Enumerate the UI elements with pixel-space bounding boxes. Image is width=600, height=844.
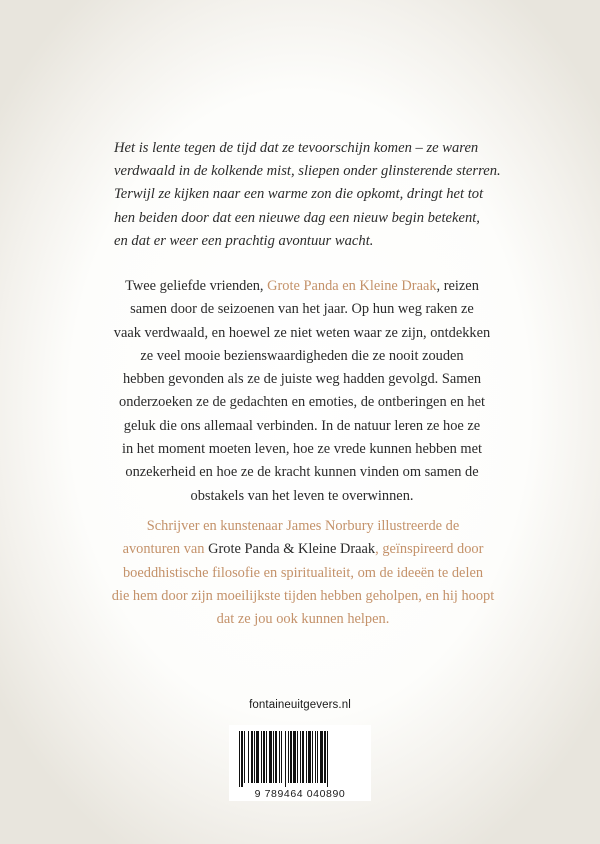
- barcode-bar: [324, 731, 326, 783]
- synopsis-line: obstakels van het leven te overwinnen.: [190, 487, 414, 504]
- barcode-bar: [308, 731, 311, 783]
- intro-line: verdwaald in de kolkende mist, sliepen onder glinsterende sterren.: [114, 163, 501, 180]
- barcode-bar: [315, 731, 316, 783]
- barcode-bar: [256, 731, 259, 783]
- barcode-bar: [269, 731, 272, 783]
- author-line: dat ze jou ook kunnen helpen.: [216, 611, 390, 628]
- synopsis-line: ze veel mooie bezienswaardigheden die ze nooit zouden: [140, 347, 464, 364]
- highlighted-title: Grote Panda en Kleine Draak: [267, 278, 437, 294]
- barcode-bar: [300, 731, 301, 783]
- isbn-number: 9 789464 040890: [254, 788, 346, 800]
- synopsis-line: onzekerheid en hoe ze de kracht kunnen vinden om samen de: [125, 464, 479, 481]
- author-text: avonturen van: [122, 541, 209, 558]
- barcode-bar: [279, 731, 280, 783]
- synopsis-line: vaak verdwaald, en hoewel ze niet weten waar ze zijn, ontdekken: [113, 324, 491, 341]
- barcode-bar: [266, 731, 267, 783]
- synopsis-line: hebben gevonden als ze de juiste weg hadden gevolgd. Samen: [122, 371, 482, 388]
- isbn-barcode: [229, 725, 371, 801]
- barcode-bar: [281, 731, 282, 783]
- barcode-bar: [251, 731, 253, 783]
- author-text: , geïnspireerd door: [375, 541, 484, 558]
- barcode-bar: [275, 731, 277, 783]
- barcode-bars: [239, 731, 328, 787]
- author-line: [108, 538, 498, 561]
- synopsis-line: onderzoeken ze de gedachten en emoties, de ontberingen en het: [119, 394, 485, 411]
- author-paragraph: [108, 515, 498, 631]
- author-line: Schrijver en kunstenaar James Norbury illustreerde de: [146, 518, 460, 534]
- synopsis-line: in het moment moeten leven, hoe ze vrede kunnen hebben met: [121, 441, 483, 458]
- synopsis-line: samen door de seizoenen van het jaar. Op hun weg raken ze: [130, 301, 474, 318]
- barcode-bar: [312, 731, 313, 783]
- barcode-bar: [241, 731, 243, 787]
- synopsis-line: [112, 275, 492, 298]
- synopsis-text: Twee geliefde vrienden,: [125, 278, 268, 294]
- author-line: boeddhistische filosofie en spiritualiteit, om de ideeën te delen: [122, 564, 484, 581]
- barcode-bar: [302, 731, 304, 783]
- author-line: die hem door zijn moeilijkste tijden hebben geholpen, en hij hoopt: [111, 587, 495, 604]
- barcode-bar: [263, 731, 265, 783]
- intro-line: Terwijl ze kijken naar een warme zon die opkomt, dringt het tot: [114, 186, 484, 203]
- barcode-bar: [285, 731, 286, 787]
- publisher-website: fontaineuitgevers.nl: [249, 699, 351, 711]
- synopsis-paragraph: [112, 275, 492, 508]
- synopsis-text: , reizen: [436, 278, 479, 294]
- barcode-bar: [293, 731, 296, 783]
- barcode-bar: [273, 731, 274, 783]
- barcode-bar: [261, 731, 262, 783]
- barcode-bar: [239, 731, 240, 787]
- intro-paragraph: [114, 137, 501, 253]
- barcode-bar: [254, 731, 255, 783]
- barcode-bar: [317, 731, 318, 783]
- highlighted-title: Grote Panda & Kleine Draak: [208, 541, 376, 558]
- barcode-bar: [244, 731, 245, 783]
- barcode-bar: [306, 731, 307, 783]
- barcode-bar: [297, 731, 298, 783]
- barcode-bar: [288, 731, 289, 783]
- barcode-bar: [320, 731, 323, 783]
- intro-line: en dat er weer een prachtig avontuur wacht.: [114, 232, 374, 249]
- intro-line: Het is lente tegen de tijd dat ze tevoorschijn komen – ze waren: [114, 140, 479, 156]
- barcode-bar: [327, 731, 328, 787]
- synopsis-line: geluk die ons allemaal verbinden. In de natuur leren ze hoe ze: [123, 417, 481, 434]
- barcode-bar: [290, 731, 292, 783]
- intro-line: hen beiden door dat een nieuwe dag een nieuw begin betekent,: [114, 209, 480, 226]
- barcode-graphic: [229, 725, 371, 801]
- barcode-bar: [248, 731, 249, 783]
